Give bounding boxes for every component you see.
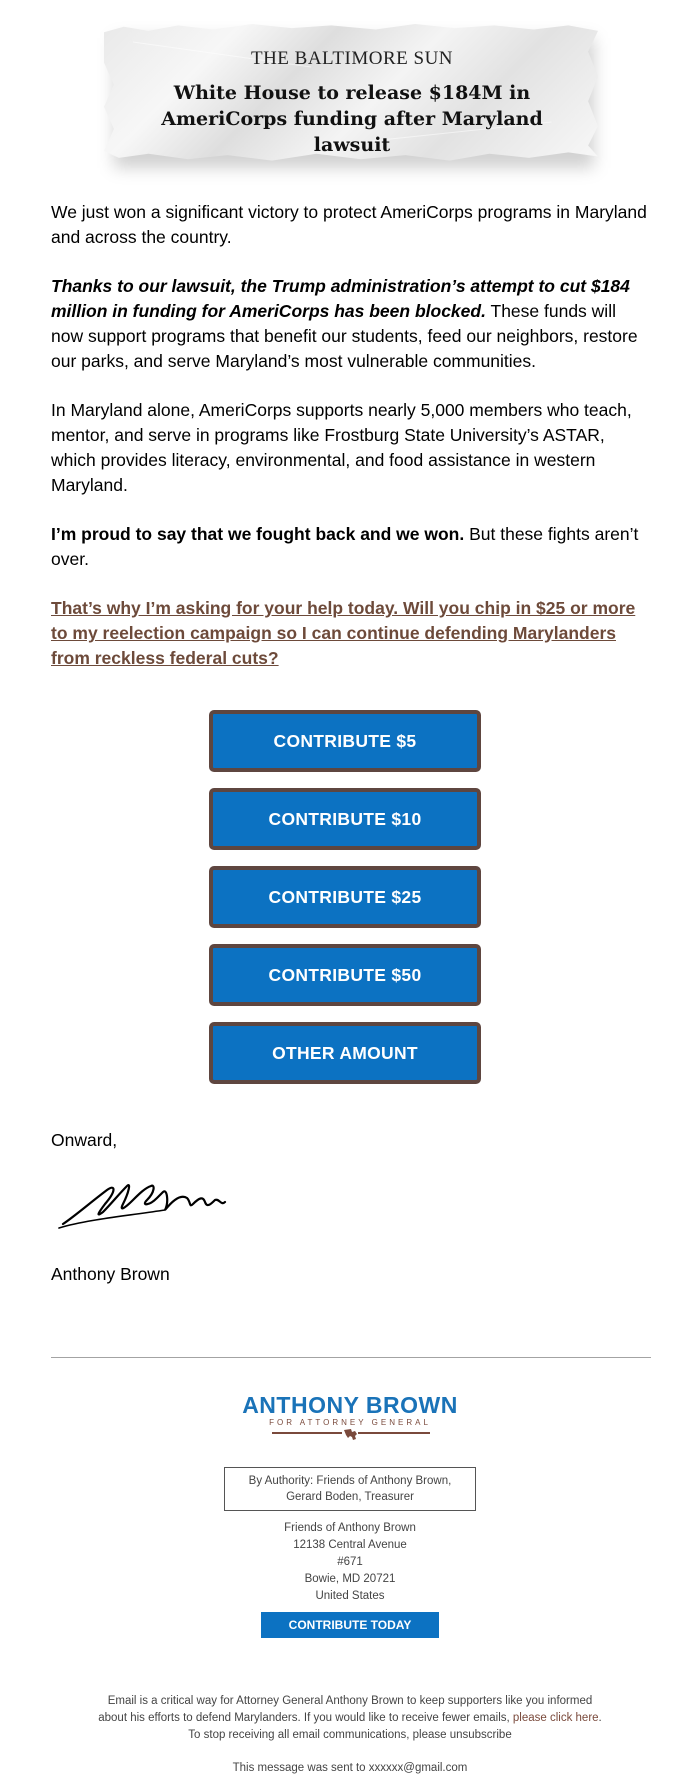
divider — [51, 1357, 651, 1358]
address-line: Bowie, MD 20721 — [304, 1573, 396, 1585]
address-line: #671 — [337, 1556, 363, 1568]
contribute-50-button[interactable]: CONTRIBUTE $50 — [209, 944, 481, 1006]
donation-ask-link[interactable]: That’s why I’m asking for your help today. Will you chip in $25 or more to my reelection campaign so I can continue defending Marylanders from reckless federal cuts? — [51, 598, 636, 668]
email-notice: Email is a critical way for Attorney General Anthony Brown to keep supporters like you informed about his efforts to defend Marylanders. If you would like to receive fewer emails, please click here. To stop receiving all email communications, please unsubscribe — [0, 1693, 700, 1744]
lawsuit-text: These funds will now support programs that benefit our students, feed our neighbors, restore our parks, and serve Maryland’s most vulnerable communities. — [51, 301, 638, 371]
contribute-today-button[interactable]: CONTRIBUTE TODAY — [261, 1612, 439, 1638]
intro-text: We just won a significant victory to protect AmeriCorps programs in Maryland and across the country. — [51, 202, 647, 247]
closing: Onward, — [51, 1130, 118, 1150]
contribute-25-button[interactable]: CONTRIBUTE $25 — [209, 866, 481, 928]
campaign-logo-name: ANTHONY BROWN — [242, 1392, 458, 1418]
paragraph-intro — [51, 200, 651, 250]
contribute-10-button[interactable]: CONTRIBUTE $10 — [209, 788, 481, 850]
lawsuit-emphasis: Thanks to our lawsuit, the Trump administration’s attempt to cut $184 million in funding for AmeriCorps has been blocked. — [51, 276, 630, 321]
signer-name: Anthony Brown — [51, 1264, 170, 1284]
paragraph-maryland — [51, 398, 651, 498]
paragraph-lawsuit — [51, 274, 651, 374]
maryland-map-icon — [343, 1427, 359, 1441]
paragraph-ask — [51, 596, 651, 671]
news-clipping — [92, 14, 612, 174]
notice-line-1: Email is a critical way for Attorney General Anthony Brown to keep supporters like you informed — [107, 1695, 593, 1707]
address-line: 12138 Central Avenue — [293, 1539, 407, 1551]
address-line: United States — [315, 1590, 385, 1602]
maryland-text: In Maryland alone, AmeriCorps supports nearly 5,000 members who teach, mentor, and serve in programs like Frostburg State University’s ASTAR, which provides literacy, environmental, and food assistance in western Maryland. — [51, 400, 632, 495]
paragraph-fight — [51, 522, 651, 572]
fight-bold: I’m proud to say that we fought back and we won. — [51, 524, 465, 544]
signature — [55, 1172, 235, 1234]
campaign-logo-subtitle: FOR ATTORNEY GENERAL — [269, 1418, 431, 1427]
contribute-5-button[interactable]: CONTRIBUTE $5 — [209, 710, 481, 772]
news-headline: White House to release $184M in AmeriCorps funding after Maryland lawsuit — [161, 82, 543, 156]
authority-line-2: Gerard Boden, Treasurer — [286, 1491, 414, 1503]
masthead: THE BALTIMORE SUN — [250, 48, 454, 69]
address-block — [0, 1520, 700, 1605]
sent-to-line: This message was sent to xxxxxx@gmail.com — [232, 1762, 468, 1774]
unsubscribe-text[interactable]: To stop receiving all email communications, please unsubscribe — [188, 1729, 512, 1741]
fewer-emails-link[interactable]: please click here — [512, 1712, 599, 1724]
logo-rule-right — [358, 1432, 430, 1434]
recipient-email: xxxxxx@gmail.com — [368, 1762, 468, 1774]
other-amount-button[interactable]: OTHER AMOUNT — [209, 1022, 481, 1084]
address-line: Friends of Anthony Brown — [284, 1522, 416, 1534]
authority-box — [224, 1467, 476, 1511]
authority-line-1: By Authority: Friends of Anthony Brown, — [248, 1475, 452, 1487]
fight-text: But these fights aren’t over. — [51, 524, 639, 569]
notice-line-2: about his efforts to defend Marylanders. If you would like to receive fewer emails, — [98, 1712, 513, 1724]
logo-rule-left — [272, 1432, 342, 1434]
